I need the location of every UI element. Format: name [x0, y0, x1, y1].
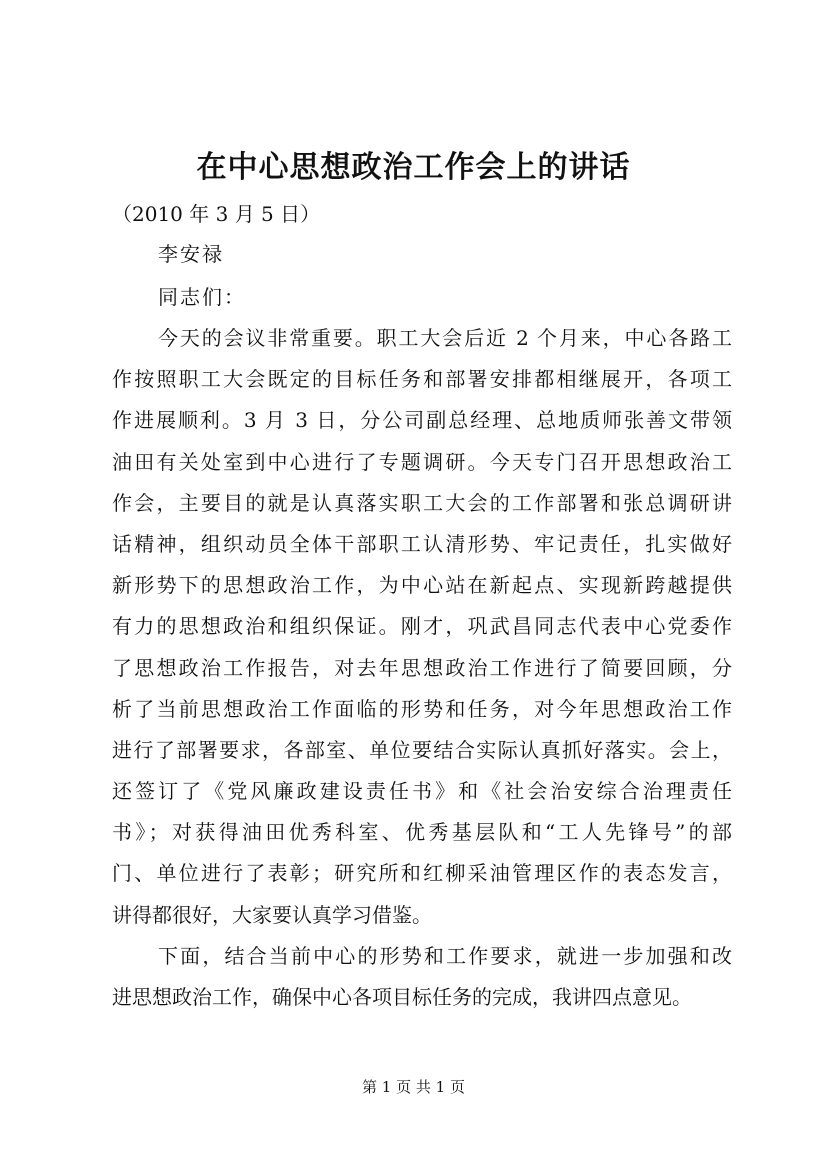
paragraph-line: 门、单位进行了表彰；研究所和红柳采油管理区作的表态发言，: [112, 861, 732, 886]
page-number-footer: 第 1 页 共 1 页: [362, 1078, 465, 1096]
paragraph-line: 有力的思想政治和组织保证。刚才，巩武昌同志代表中心党委作: [112, 614, 732, 639]
paragraph-line: 新形势下的思想政治工作，为中心站在新起点、实现新跨越提供: [112, 573, 732, 598]
speech-date: （2010 年 3 月 5 日）: [112, 202, 321, 226]
paragraph-line: 油田有关处室到中心进行了专题调研。今天专门召开思想政治工: [112, 449, 732, 474]
document-title: 在中心思想政治工作会上的讲话: [196, 150, 631, 185]
paragraph-line: 讲得都很好，大家要认真学习借鉴。: [112, 902, 432, 927]
paragraph-line: 进行了部署要求，各部室、单位要结合实际认真抓好落实。会上，: [112, 737, 732, 762]
paragraph-line: 了思想政治工作报告，对去年思想政治工作进行了简要回顾，分: [112, 655, 732, 680]
paragraph-line: 下面，结合当前中心的形势和工作要求，就进一步加强和改: [158, 944, 732, 968]
paragraph-line: 还签订了《党风廉政建设责任书》和《社会治安综合治理责任: [112, 779, 732, 804]
paragraph-2: [112, 936, 732, 1018]
paragraph-line: 书》；对获得油田优秀科室、优秀基层队和“工人先锋号”的部: [112, 820, 732, 845]
paragraph-line: 今天的会议非常重要。职工大会后近 2 个月来，中心各路工: [158, 326, 732, 350]
paragraph-line: 进思想政治工作，确保中心各项目标任务的完成，我讲四点意见。: [112, 985, 692, 1010]
paragraph-line: 作会，主要目的就是认真落实职工大会的工作部署和张总调研讲: [112, 490, 732, 515]
paragraph-line: 话精神，组织动员全体干部职工认清形势、牢记责任，扎实做好: [112, 531, 732, 556]
paragraph-1: [112, 318, 732, 936]
paragraph-line: 作进展顺利。3 月 3 日，分公司副总经理、总地质师张善文带领: [112, 408, 732, 433]
salutation: 同志们：: [158, 285, 246, 309]
paragraph-line: 析了当前思想政治工作面临的形势和任务，对今年思想政治工作: [112, 696, 732, 721]
paragraph-line: 作按照职工大会既定的目标任务和部署安排都相继展开，各项工: [112, 367, 732, 392]
speaker-name: 李安禄: [158, 242, 224, 266]
